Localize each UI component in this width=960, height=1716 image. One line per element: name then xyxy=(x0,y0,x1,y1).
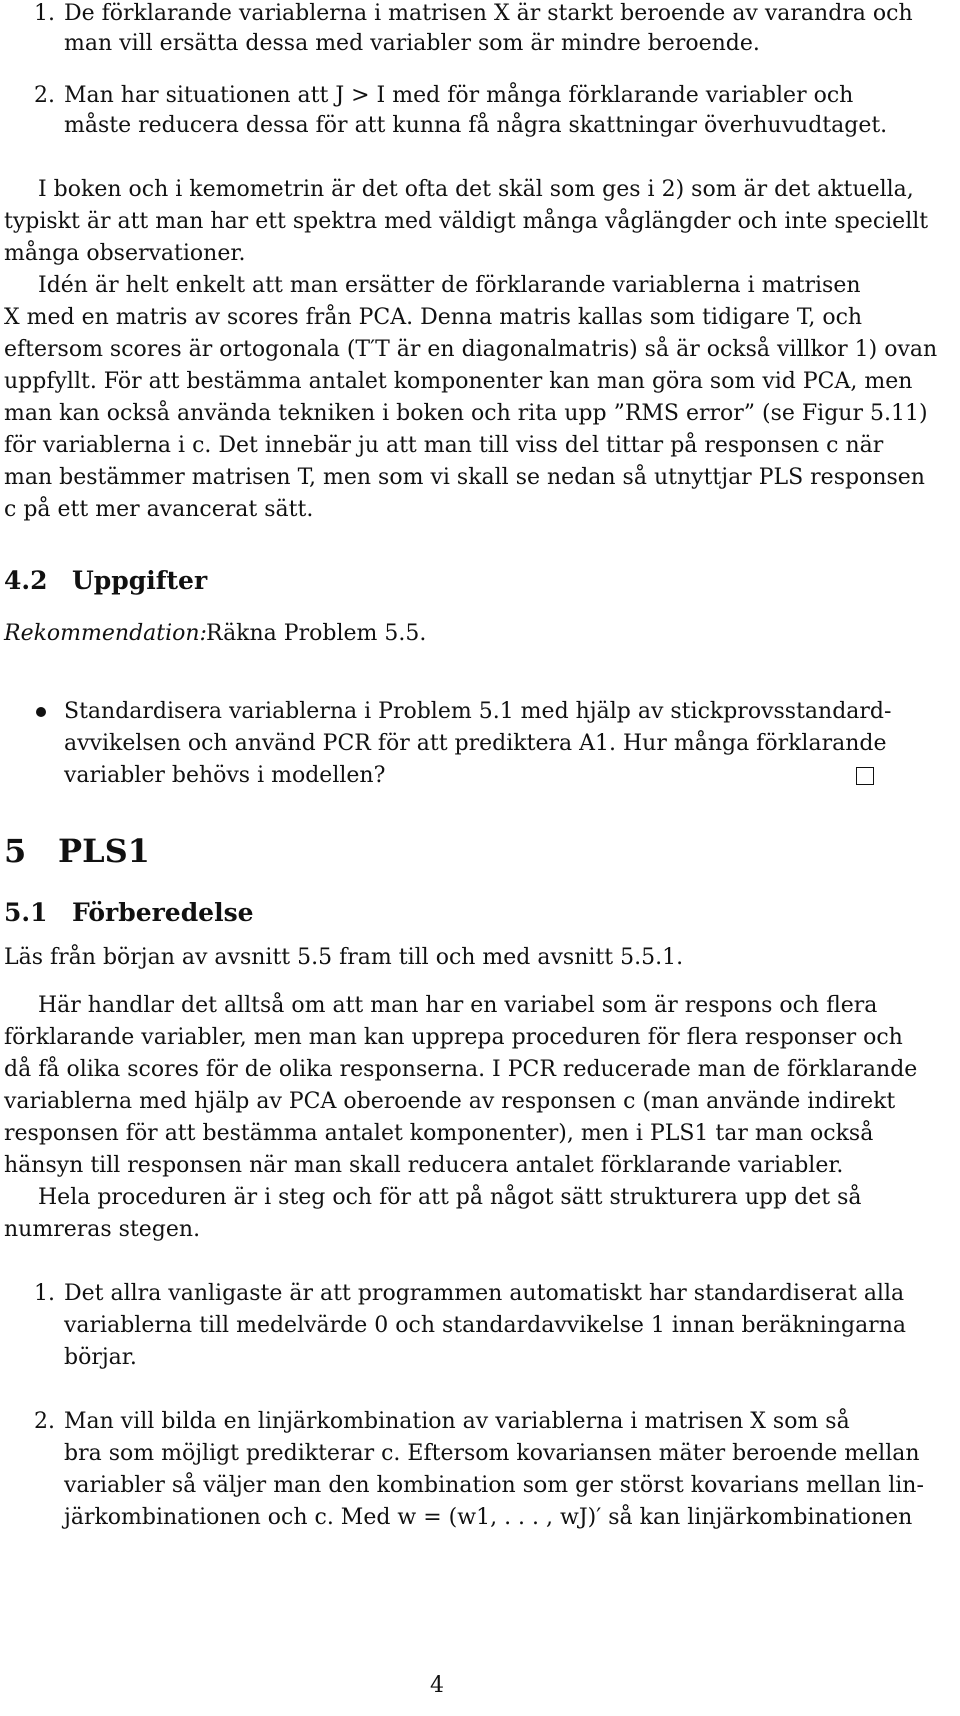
para3-line4: variablerna med hjälp av PCA oberoende av responsen c (man använde indirekt xyxy=(4,1089,896,1114)
para2-line8: c på ett mer avancerat sätt. xyxy=(4,497,314,522)
task-line3: variabler behövs i modellen? xyxy=(64,763,386,788)
section-5-title: PLS1 xyxy=(58,832,150,870)
para2-line5: man kan också använda tekniken i boken och rita upp ”RMS error” (se Figur 5.11) xyxy=(4,401,928,426)
section-5-number: 5 xyxy=(4,832,27,870)
list1-item1-line2: man vill ersätta dessa med variabler som är mindre beroende. xyxy=(64,31,760,56)
list2-item2-line4: järkombinationen och c. Med w = (w1, . . . , wJ)′ så kan linjärkombinationen xyxy=(64,1505,913,1530)
list1-item1-line1: De förklarande variablerna i matrisen X är starkt beroende av varandra och xyxy=(64,1,913,26)
list2-item2-number: 2. xyxy=(34,1409,55,1434)
list2-item2-line3: variabler så väljer man den kombination som ger störst kovarians mellan lin- xyxy=(64,1473,924,1498)
task-line1: Standardisera variablerna i Problem 5.1 med hjälp av stickprovsstandard- xyxy=(64,699,892,724)
para2-line2: X med en matris av scores från PCA. Denna matris kallas som tidigare T, och xyxy=(4,305,863,330)
section-5-1-number: 5.1 xyxy=(4,898,48,927)
para4-line2: numreras stegen. xyxy=(4,1217,201,1242)
recommendation-label: Rekommendation: xyxy=(4,621,207,646)
para3-line6: hänsyn till responsen när man skall reducera antalet förklarande variabler. xyxy=(4,1153,844,1178)
qed-square-icon xyxy=(856,767,874,785)
para3-line5: responsen för att bestämma antalet komponenter), men i PLS1 tar man också xyxy=(4,1121,874,1146)
recommendation-text: Räkna Problem 5.5. xyxy=(206,621,427,646)
list1-item1-number: 1. xyxy=(34,1,55,26)
list1-item2-line1: Man har situationen att J > I med för många förklarande variabler och xyxy=(64,83,854,108)
task-line2: avvikelsen och använd PCR för att prediktera A1. Hur många förklarande xyxy=(64,731,887,756)
list2-item1-number: 1. xyxy=(34,1281,55,1306)
bullet-icon xyxy=(36,707,46,717)
section-4-2-title: Uppgifter xyxy=(72,566,208,595)
para1-line3: många observationer. xyxy=(4,241,246,266)
section-5-1-title: Förberedelse xyxy=(72,898,254,927)
para2-line7: man bestämmer matrisen T, men som vi skall se nedan så utnyttjar PLS responsen xyxy=(4,465,925,490)
list2-item1-line3: börjar. xyxy=(64,1345,137,1370)
page-number: 4 xyxy=(430,1673,444,1698)
para3-line3: då få olika scores för de olika responserna. I PCR reducerade man de förklarande xyxy=(4,1057,918,1082)
para3-line1: Här handlar det alltså om att man har en variabel som är respons och flera xyxy=(38,993,878,1018)
para1-line2: typiskt är att man har ett spektra med väldigt många våglängder och inte speciellt xyxy=(4,209,929,234)
para2-line4: uppfyllt. För att bestämma antalet komponenter kan man göra som vid PCA, men xyxy=(4,369,913,394)
para1-line1: I boken och i kemometrin är det ofta det skäl som ges i 2) som är det aktuella, xyxy=(38,177,914,202)
para2-line6: för variablerna i c. Det innebär ju att man till viss del tittar på responsen c när xyxy=(4,433,884,458)
list1-item2-line2: måste reducera dessa för att kunna få några skattningar överhuvudtaget. xyxy=(64,113,888,138)
list1-item2-number: 2. xyxy=(34,83,55,108)
list2-item2-line2: bra som möjligt predikterar c. Eftersom kovariansen mäter beroende mellan xyxy=(64,1441,920,1466)
para2-line1: Idén är helt enkelt att man ersätter de förklarande variablerna i matrisen xyxy=(38,273,861,298)
list2-item2-line1: Man vill bilda en linjärkombination av variablerna i matrisen X som så xyxy=(64,1409,850,1434)
list2-item1-line2: variablerna till medelvärde 0 och standardavvikelse 1 innan beräkningarna xyxy=(64,1313,906,1338)
para4-line1: Hela proceduren är i steg och för att på något sätt strukturera upp det så xyxy=(38,1185,862,1210)
para2-line3: eftersom scores är ortogonala (T′T är en diagonalmatris) så är också villkor 1) ovan xyxy=(4,337,938,362)
list2-item1-line1: Det allra vanligaste är att programmen automatiskt har standardiserat alla xyxy=(64,1281,905,1306)
reading-instruction: Läs från början av avsnitt 5.5 fram till och med avsnitt 5.5.1. xyxy=(4,945,684,970)
section-4-2-number: 4.2 xyxy=(4,566,48,595)
para3-line2: förklarande variabler, men man kan upprepa proceduren för flera responser och xyxy=(4,1025,903,1050)
